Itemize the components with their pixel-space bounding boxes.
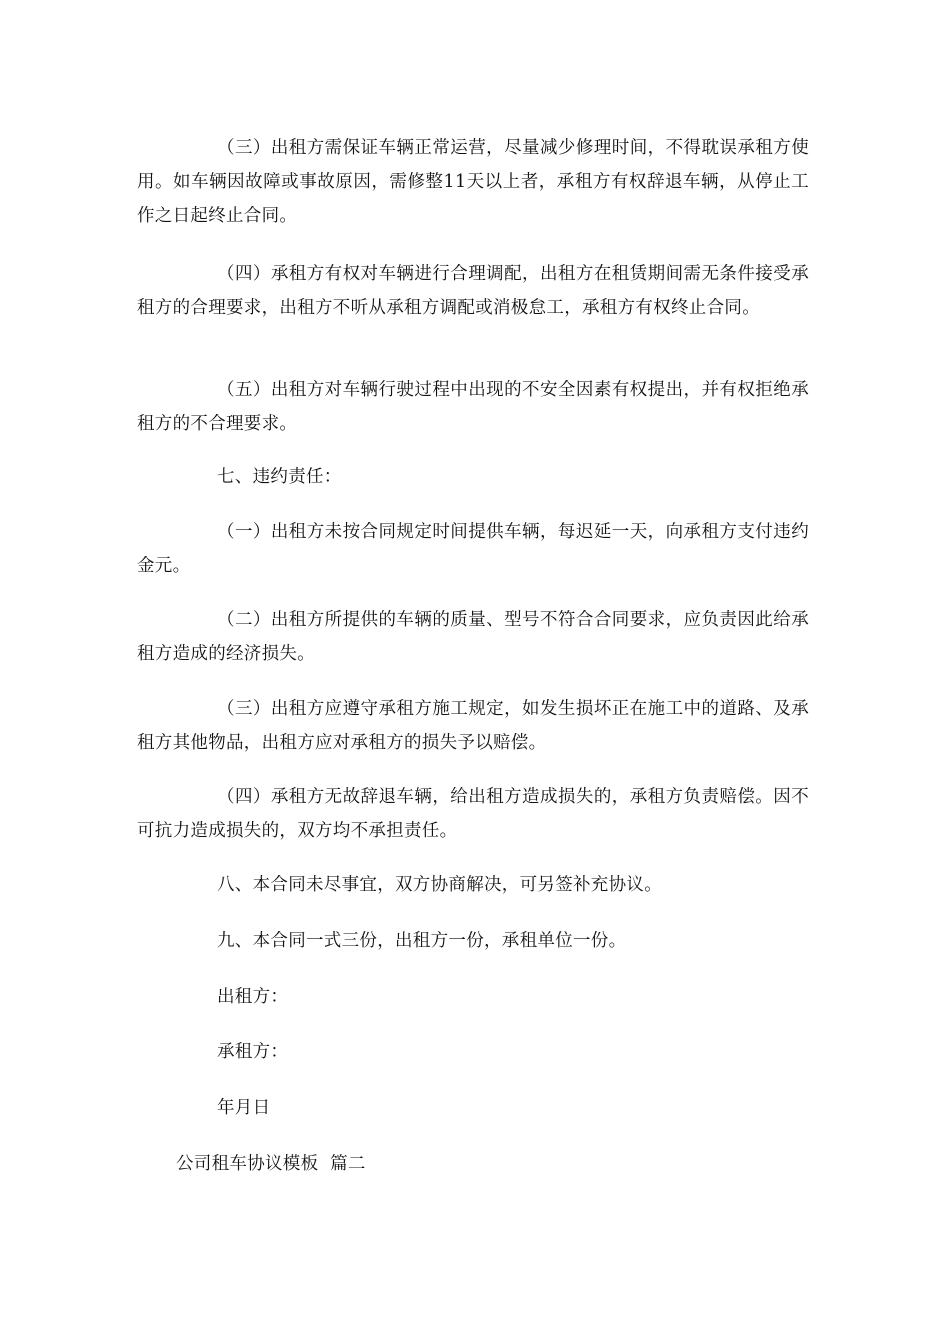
breach-clause-3: （三）出租方应遵守承租方施工规定，如发生损坏正在施工中的道路、及承租方其他物品，出租方应对承租方的损失予以赔偿。: [137, 699, 809, 753]
date-line: 年月日: [217, 1098, 271, 1118]
clause-4-dispatch-rights: （四）承租方有权对车辆进行合理调配，出租方在租赁期间需无条件接受承租方的合理要求，出租方不听从承租方调配或消极怠工，承租方有权终止合同。: [137, 264, 809, 318]
breach-clause-1: （一）出租方未按合同规定时间提供车辆，每迟延一天，向承租方支付违约金元。: [137, 522, 809, 576]
section-9-text: 九、本合同一式三份，出租方一份，承租单位一份。: [217, 931, 627, 951]
lessee-signature-label: 承租方：: [217, 1042, 289, 1062]
lessor-signature-label: 出租方：: [217, 987, 289, 1007]
section-8-text: 八、本合同未尽事宜，双方协商解决，可另签补充协议。: [217, 875, 662, 895]
breach-clause-4: （四）承租方无故辞退车辆，给出租方造成损失的，承租方负责赔偿。因不可抗力造成损失的，双方均不承担责任。: [137, 787, 809, 841]
breach-clause-2: （二）出租方所提供的车辆的质量、型号不符合合同要求，应负责因此给承租方造成的经济损失。: [137, 610, 809, 664]
clause-5-safety-rights: （五）出租方对车辆行驶过程中出现的不安全因素有权提出，并有权拒绝承租方的不合理要求。: [137, 380, 809, 434]
next-section-title: 公司租车协议模板 篇二: [176, 1154, 366, 1174]
clause-3-vehicle-operation: （三）出租方需保证车辆正常运营，尽量减少修理时间，不得耽误承租方使用。如车辆因故障或事故原因，需修整11天以上者，承租方有权辞退车辆，从停止工作之日起终止合同。: [137, 138, 809, 226]
section-7-heading: 七、违约责任：: [217, 467, 342, 487]
